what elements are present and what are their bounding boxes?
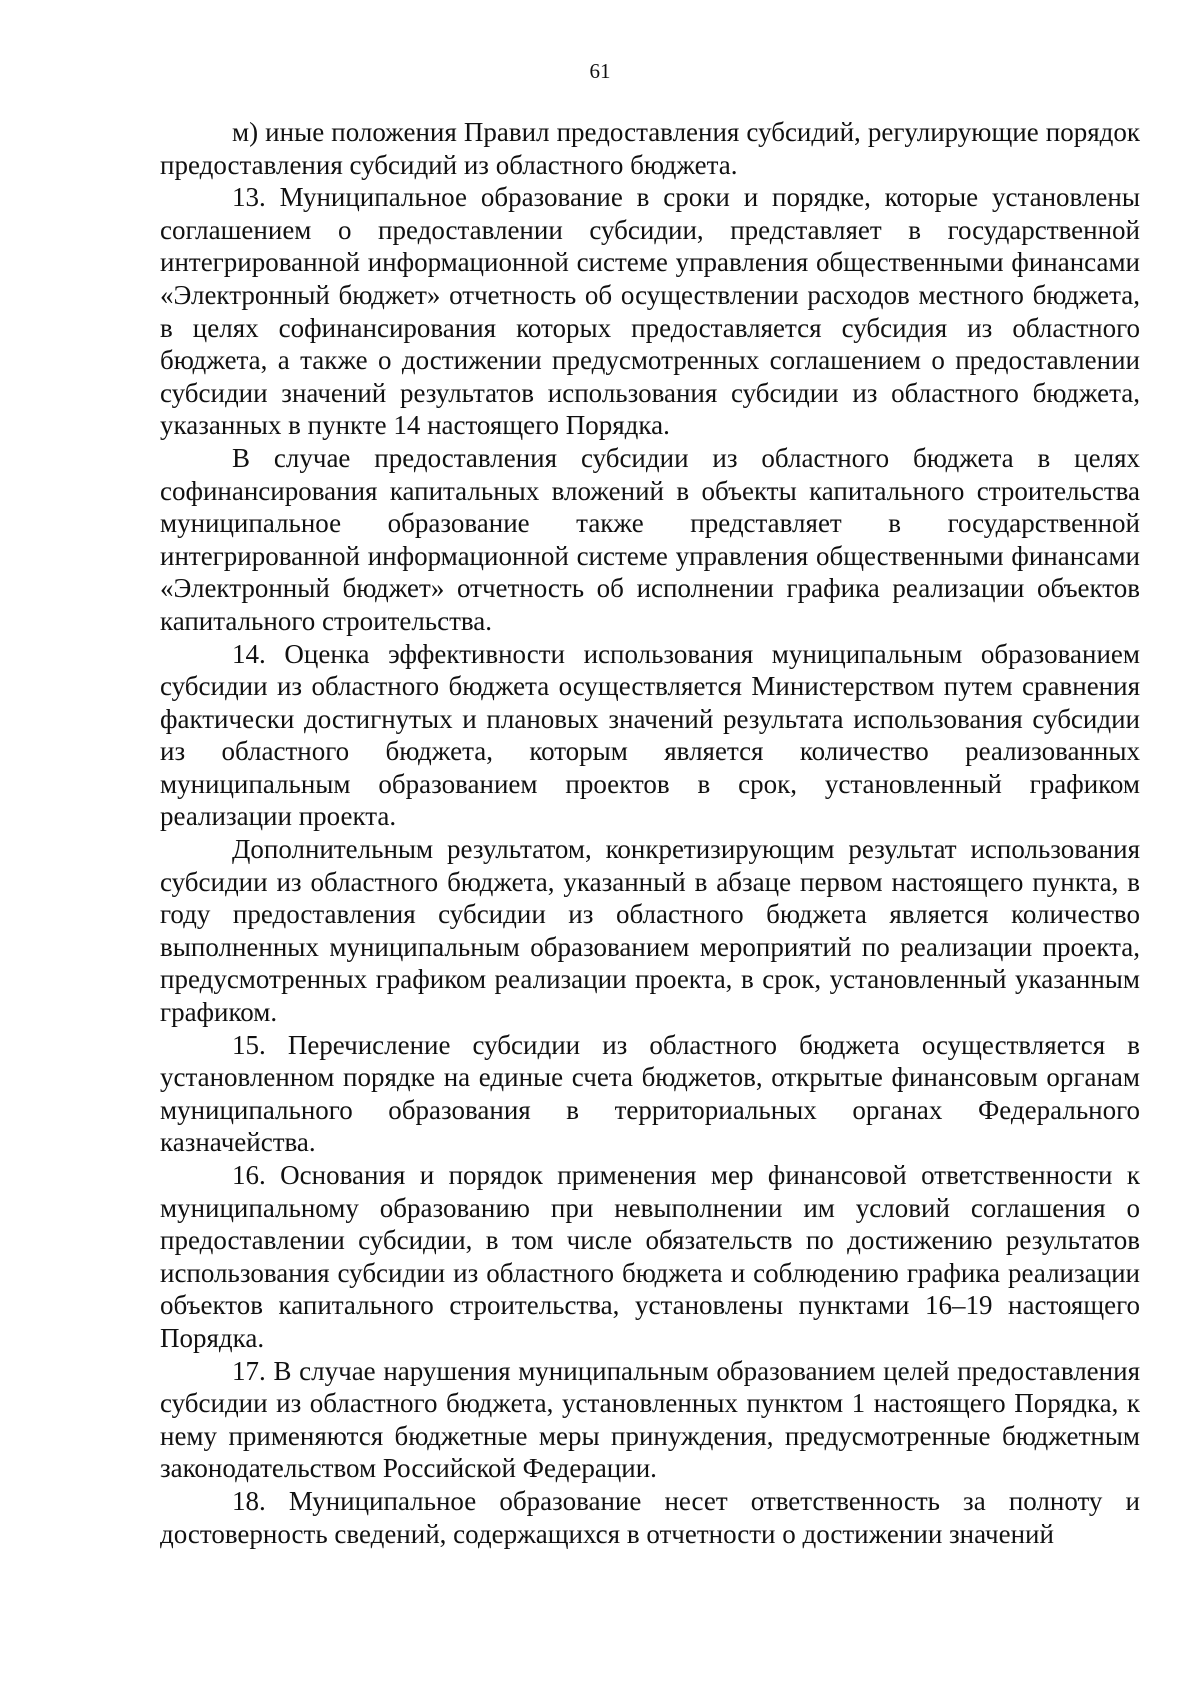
paragraph-13-continued: В случае предоставления субсидии из областного бюджета в целях софинансирования капитальных вложений в объекты капитального строительства муниципальное образование также представляет в государственной интегрированной информационной системе управления общественными финансами «Электронный бюджет» отчетность об исполнении графика реализации объектов капитального строительства.	[160, 442, 1140, 636]
paragraph-13: 13. Муниципальное образование в сроки и порядке, которые установлены соглашением о предоставлении субсидии, представляет в государственной интегрированной информационной системе управления общественными финансами «Электронный бюджет» отчетность об осуществлении расходов местного бюджета, в целях софинансирования которых предоставляется субсидия из областного бюджета, а также о достижении предусмотренных соглашением о предоставлении субсидии значений результатов использования субсидии из областного бюджета, указанных в пункте 14 настоящего Порядка.	[160, 182, 1140, 441]
page-number: 61	[589, 59, 611, 83]
document-body	[160, 116, 1140, 1550]
paragraph-15: 15. Перечисление субсидии из областного бюджета осуществляется в установленном порядке на единые счета бюджетов, открытые финансовым органам муниципального образования в территориальных органах Федерального казначейства.	[160, 1029, 1140, 1158]
paragraph-16: 16. Основания и порядок применения мер финансовой ответственности к муниципальному образованию при невыполнении им условий соглашения о предоставлении субсидии, в том числе обязательств по достижению результатов использования субсидии из областного бюджета и соблюдению графика реализации объектов капитального строительства, установлены пунктами 16–19 настоящего Порядка.	[160, 1160, 1140, 1353]
paragraph-item-m: м) иные положения Правил предоставления субсидий, регулирующие порядок предоставления субсидий из областного бюджета.	[160, 117, 1140, 180]
paragraph-14: 14. Оценка эффективности использования муниципальным образованием субсидии из областного бюджета осуществляется Министерством путем сравнения фактически достигнутых и плановых значений результата использования субсидии из областного бюджета, которым является количество реализованных муниципальным образованием проектов в срок, установленный графиком реализации проекта.	[160, 638, 1140, 832]
paragraph-17: 17. В случае нарушения муниципальным образованием целей предоставления субсидии из областного бюджета, установленных пунктом 1 настоящего Порядка, к нему применяются бюджетные меры принуждения, предусмотренные бюджетным законодательством Российской Федерации.	[160, 1355, 1140, 1484]
paragraph-18: 18. Муниципальное образование несет ответственность за полноту и достоверность сведений, содержащихся в отчетности о достижении значений	[160, 1485, 1140, 1549]
paragraph-14-continued: Дополнительным результатом, конкретизирующим результат использования субсидии из областного бюджета, указанный в абзаце первом настоящего пункта, в году предоставления субсидии из областного бюджета является количество выполненных муниципальным образованием мероприятий по реализации проекта, предусмотренных графиком реализации проекта, в срок, установленный указанным графиком.	[160, 834, 1140, 1028]
